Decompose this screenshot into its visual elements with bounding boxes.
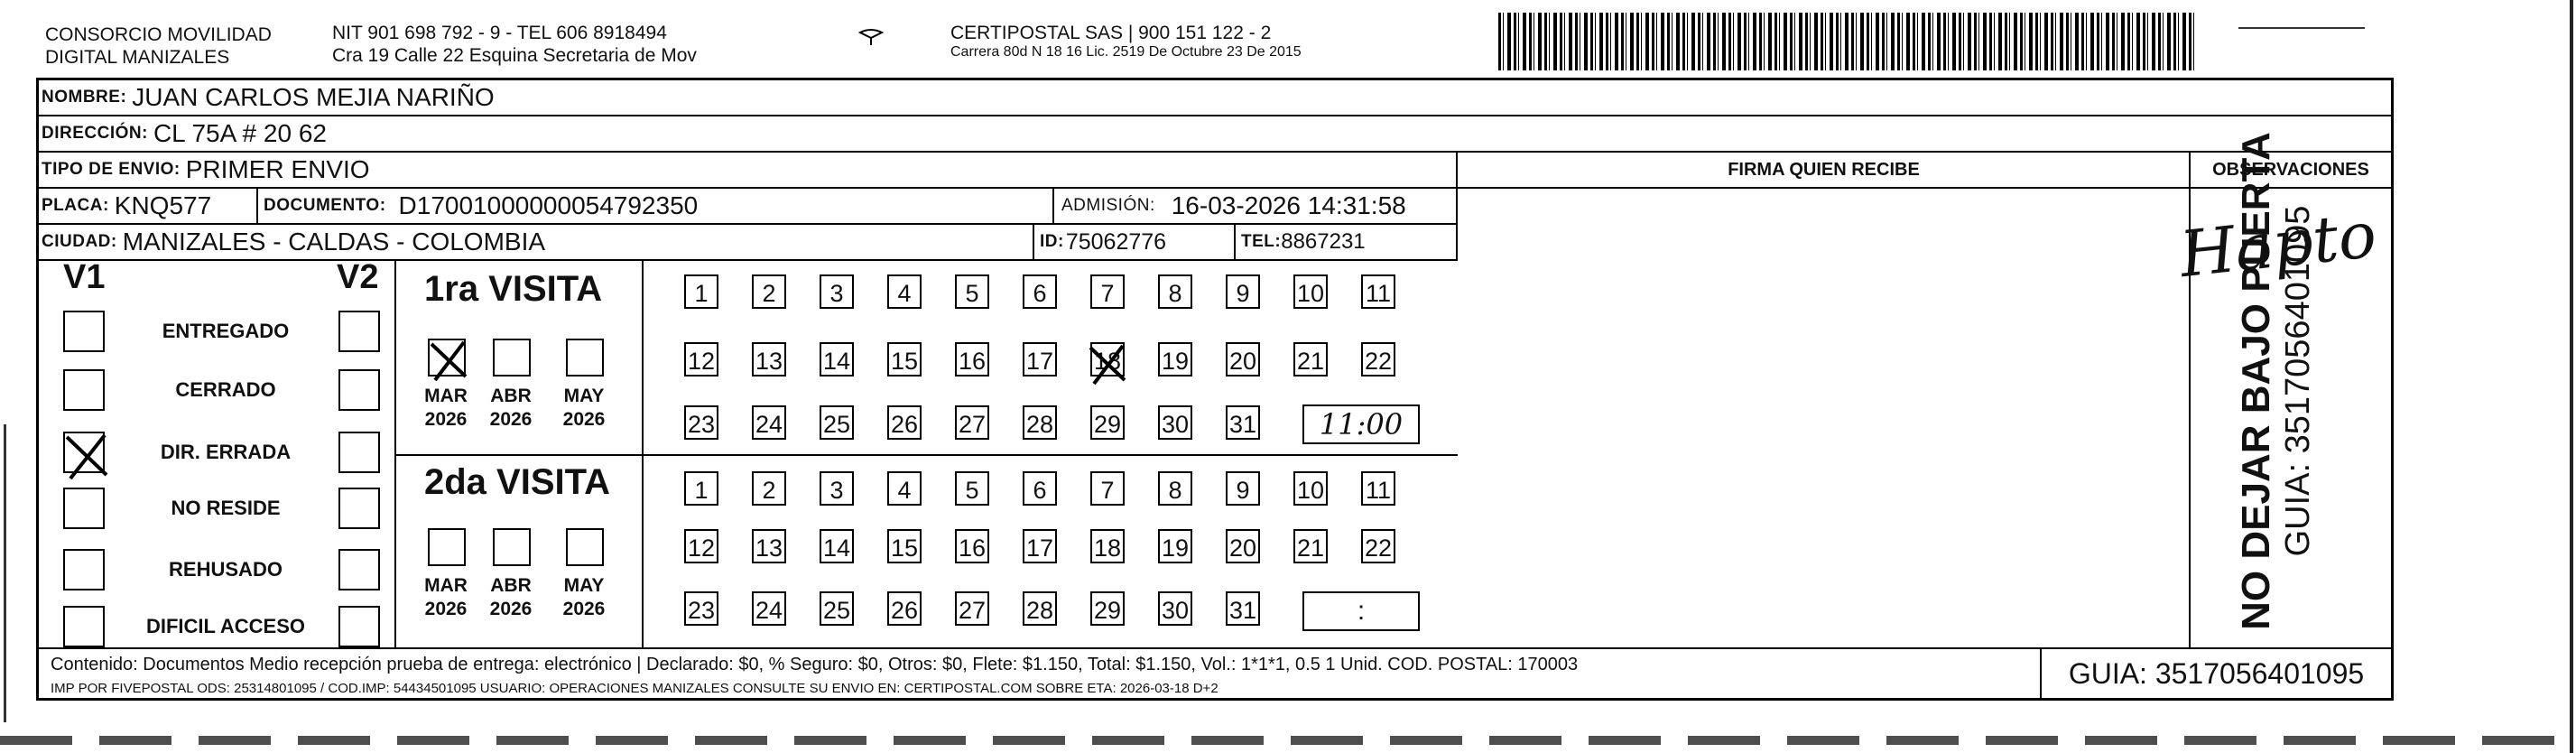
id-value: 75062776 — [1065, 228, 1167, 255]
admision-label: ADMISIÓN: — [1061, 196, 1155, 215]
day-box[interactable]: 25 — [820, 591, 854, 626]
direccion-value: CL 75A # 20 62 — [153, 119, 327, 147]
side-text — [2234, 110, 2321, 652]
day-box[interactable]: 31 — [1226, 405, 1260, 440]
day-box[interactable]: 22 — [1361, 529, 1395, 563]
sender-name — [45, 23, 272, 69]
check-mark-icon — [1085, 340, 1130, 386]
day-box[interactable]: 22 — [1361, 342, 1395, 376]
visit2-time: : — [1357, 596, 1366, 626]
day-box[interactable]: 21 — [1293, 342, 1328, 376]
observaciones-signature: Hapto — [2176, 197, 2380, 293]
visit2-title: 2da VISITA — [424, 462, 610, 502]
day-box[interactable]: 28 — [1023, 405, 1057, 440]
placa-label: PLACA: — [42, 196, 109, 215]
month-year: 2026 — [562, 409, 606, 430]
status-v1-checkbox[interactable] — [63, 606, 105, 647]
sender-name-line1: CONSORCIO MOVILIDAD — [45, 24, 272, 45]
sender-name-line2: DIGITAL MANIZALES — [45, 47, 230, 68]
footer-text — [51, 655, 2036, 696]
day-box[interactable]: 19 — [1158, 342, 1192, 376]
carrier-address: Carrera 80d N 18 16 Lic. 2519 De Octubre 23 De 2015 — [950, 44, 1302, 60]
firma-header: FIRMA QUIEN RECIBE — [1458, 153, 2190, 189]
day-box[interactable]: 28 — [1023, 591, 1057, 626]
visit-separator — [394, 454, 1458, 456]
day-box[interactable]: 4 — [887, 471, 922, 506]
month-checkbox[interactable] — [428, 339, 466, 376]
day-box[interactable]: 9 — [1226, 471, 1260, 506]
month-year: 2026 — [424, 409, 468, 430]
status-label: DIFICIL ACCESO — [145, 615, 305, 637]
month-checkbox[interactable] — [493, 528, 531, 566]
sender-address-line: Cra 19 Calle 22 Esquina Secretaria de Mov — [332, 45, 697, 66]
right-edge-mark — [2570, 0, 2573, 753]
footer-line2: IMP POR FIVEPOSTAL ODS: 25314801095 / COD.IMP: 54434501095 USUARIO: OPERACIONES MANIZALES CONSULTE SU ENVIO EN: CERTIPOSTAL.COM SOBRE ETA: 2026-03-18 D+2 — [51, 681, 1219, 696]
day-box[interactable]: 23 — [684, 591, 718, 626]
day-box[interactable]: 5 — [955, 274, 989, 309]
day-box[interactable]: 27 — [955, 405, 989, 440]
day-box[interactable]: 29 — [1090, 405, 1125, 440]
nombre-label: NOMBRE: — [42, 88, 127, 107]
day-box[interactable]: 18 — [1090, 342, 1125, 376]
status-v2-checkbox[interactable] — [338, 488, 380, 529]
ciudad-value: MANIZALES - CALDAS - COLOMBIA — [122, 228, 546, 256]
check-mark-icon — [426, 337, 471, 382]
day-box[interactable]: 27 — [955, 591, 989, 626]
footer-line1: Contenido: Documentos Medio recepción prueba de entrega: electrónico | Declarado: $0, % Seguro: $0, Otros: $0, Flete: $1.150, Total: $1.150, Vol.: 1*1*1, 0.5 1 Unid. COD. POSTAL: 170003 — [51, 655, 1579, 674]
month-checkbox[interactable] — [493, 339, 531, 376]
month-checkbox[interactable] — [428, 528, 466, 566]
status-v1-checkbox[interactable] — [63, 432, 105, 473]
status-v2-checkbox[interactable] — [338, 549, 380, 590]
nombre-value: JUAN CARLOS MEJIA NARIÑO — [132, 83, 495, 111]
day-box[interactable]: 12 — [684, 529, 718, 563]
barcode — [1498, 13, 2198, 70]
status-label: ENTREGADO — [162, 320, 290, 342]
day-box[interactable]: 3 — [820, 471, 854, 506]
status-v2-checkbox[interactable] — [338, 369, 380, 411]
month-year: 2026 — [424, 599, 468, 619]
side-guia: GUIA: 3517056401095 — [2279, 205, 2317, 557]
day-box[interactable]: 5 — [955, 471, 989, 506]
day-box[interactable]: 26 — [887, 591, 922, 626]
left-edge-mark — [4, 424, 6, 722]
tipo-envio-row — [36, 153, 1458, 189]
header-dash — [2238, 27, 2365, 29]
day-box[interactable]: 1 — [684, 274, 718, 309]
status-v1-checkbox[interactable] — [63, 311, 105, 352]
day-box[interactable]: 24 — [752, 405, 786, 440]
day-box[interactable]: 16 — [955, 529, 989, 563]
month-label: ABR — [490, 575, 532, 596]
signature-area[interactable] — [1458, 189, 2189, 647]
day-box[interactable]: 8 — [1158, 274, 1192, 309]
side-warning: NO DEJAR BAJO PUERTA — [2234, 132, 2278, 630]
id-label: ID: — [1040, 232, 1064, 251]
day-box[interactable]: 30 — [1158, 591, 1192, 626]
placa-value: KNQ577 — [114, 191, 212, 219]
status-v2-checkbox[interactable] — [338, 432, 380, 473]
day-box[interactable]: 17 — [1023, 529, 1057, 563]
nombre-row — [36, 80, 2391, 116]
status-v2-checkbox[interactable] — [338, 311, 380, 352]
month-label: MAY — [563, 575, 605, 596]
visit1-time-box[interactable] — [1302, 404, 1420, 444]
ciudad-row — [36, 225, 1458, 261]
tipo-envio-label: TIPO DE ENVIO: — [42, 160, 181, 179]
day-box[interactable]: 16 — [955, 342, 989, 376]
day-box[interactable]: 19 — [1158, 529, 1192, 563]
month-year: 2026 — [489, 409, 533, 430]
day-box[interactable]: 3 — [820, 274, 854, 309]
admision-value: 16-03-2026 14:31:58 — [1171, 191, 1406, 219]
month-label: MAR — [424, 575, 468, 596]
status-v1-checkbox[interactable] — [63, 488, 105, 529]
day-box[interactable]: 13 — [752, 529, 786, 563]
sender-nit-line1: NIT 901 698 792 - 9 - TEL 606 8918494 — [332, 23, 667, 43]
day-box[interactable]: 26 — [887, 405, 922, 440]
day-box[interactable]: 15 — [887, 342, 922, 376]
day-box[interactable]: 14 — [820, 342, 854, 376]
day-box[interactable]: 1 — [684, 471, 718, 506]
day-box[interactable]: 13 — [752, 342, 786, 376]
direccion-label: DIRECCIÓN: — [42, 124, 148, 143]
carrier-info — [950, 22, 1302, 60]
placa-row — [36, 189, 1458, 225]
month-year: 2026 — [489, 599, 533, 619]
status-v2-checkbox[interactable] — [338, 606, 380, 647]
visit2-time-box[interactable] — [1302, 591, 1420, 631]
day-box[interactable]: 4 — [887, 274, 922, 309]
status-v1-checkbox[interactable] — [63, 549, 105, 590]
carrier-logo-icon — [853, 25, 889, 52]
day-box[interactable]: 8 — [1158, 471, 1192, 506]
tipo-envio-value: PRIMER ENVIO — [185, 155, 370, 183]
month-label: MAY — [563, 386, 605, 406]
day-box[interactable]: 11 — [1361, 471, 1395, 506]
carrier-logo — [853, 25, 889, 52]
month-checkbox[interactable] — [566, 528, 604, 566]
bottom-dashes — [0, 736, 2576, 745]
day-box[interactable]: 2 — [752, 274, 786, 309]
tel-label: TEL: — [1241, 232, 1282, 251]
status-label: NO RESIDE — [171, 497, 281, 519]
day-box[interactable]: 23 — [684, 405, 718, 440]
day-box[interactable]: 14 — [820, 529, 854, 563]
day-box[interactable]: 10 — [1293, 274, 1328, 309]
carrier-name: CERTIPOSTAL SAS | 900 151 122 - 2 — [950, 23, 1272, 43]
day-box[interactable]: 31 — [1226, 591, 1260, 626]
visit1-time: 11:00 — [1319, 407, 1404, 442]
status-label: REHUSADO — [169, 558, 283, 581]
month-year: 2026 — [562, 599, 606, 619]
footer-guia: GUIA: 3517056401095 — [2068, 657, 2365, 690]
day-box[interactable]: 17 — [1023, 342, 1057, 376]
day-box[interactable]: 30 — [1158, 405, 1192, 440]
day-box[interactable]: 20 — [1226, 529, 1260, 563]
status-label: CERRADO — [175, 378, 276, 401]
v2-label: V2 — [337, 258, 379, 296]
day-box[interactable]: 12 — [684, 342, 718, 376]
observaciones-header: OBSERVACIONES — [2191, 153, 2391, 189]
day-box[interactable]: 24 — [752, 591, 786, 626]
day-box[interactable]: 10 — [1293, 471, 1328, 506]
sender-nit — [332, 22, 697, 67]
month-checkbox[interactable] — [566, 339, 604, 376]
day-box[interactable]: 25 — [820, 405, 854, 440]
documento-value: D17001000000054792350 — [398, 191, 699, 219]
day-box[interactable]: 7 — [1090, 274, 1125, 309]
status-label: DIR. ERRADA — [160, 441, 292, 463]
visit1-title: 1ra VISITA — [424, 269, 603, 309]
status-v1-checkbox[interactable] — [63, 369, 105, 411]
ciudad-label: CIUDAD: — [42, 232, 117, 251]
day-box[interactable]: 18 — [1090, 529, 1125, 563]
day-box[interactable]: 11 — [1361, 274, 1395, 309]
tel-value: 8867231 — [1281, 229, 1366, 254]
day-box[interactable]: 7 — [1090, 471, 1125, 506]
day-box[interactable]: 2 — [752, 471, 786, 506]
direccion-row — [36, 116, 2391, 153]
day-box[interactable]: 15 — [887, 529, 922, 563]
day-box[interactable]: 21 — [1293, 529, 1328, 563]
day-box[interactable]: 6 — [1023, 274, 1057, 309]
month-label: MAR — [424, 386, 468, 406]
day-box[interactable]: 20 — [1226, 342, 1260, 376]
check-mark-icon — [61, 430, 112, 480]
day-box[interactable]: 9 — [1226, 274, 1260, 309]
month-label: ABR — [490, 386, 532, 406]
day-box[interactable]: 29 — [1090, 591, 1125, 626]
day-box[interactable]: 6 — [1023, 471, 1057, 506]
v1-label: V1 — [63, 258, 106, 296]
documento-label: DOCUMENTO: — [264, 196, 386, 215]
